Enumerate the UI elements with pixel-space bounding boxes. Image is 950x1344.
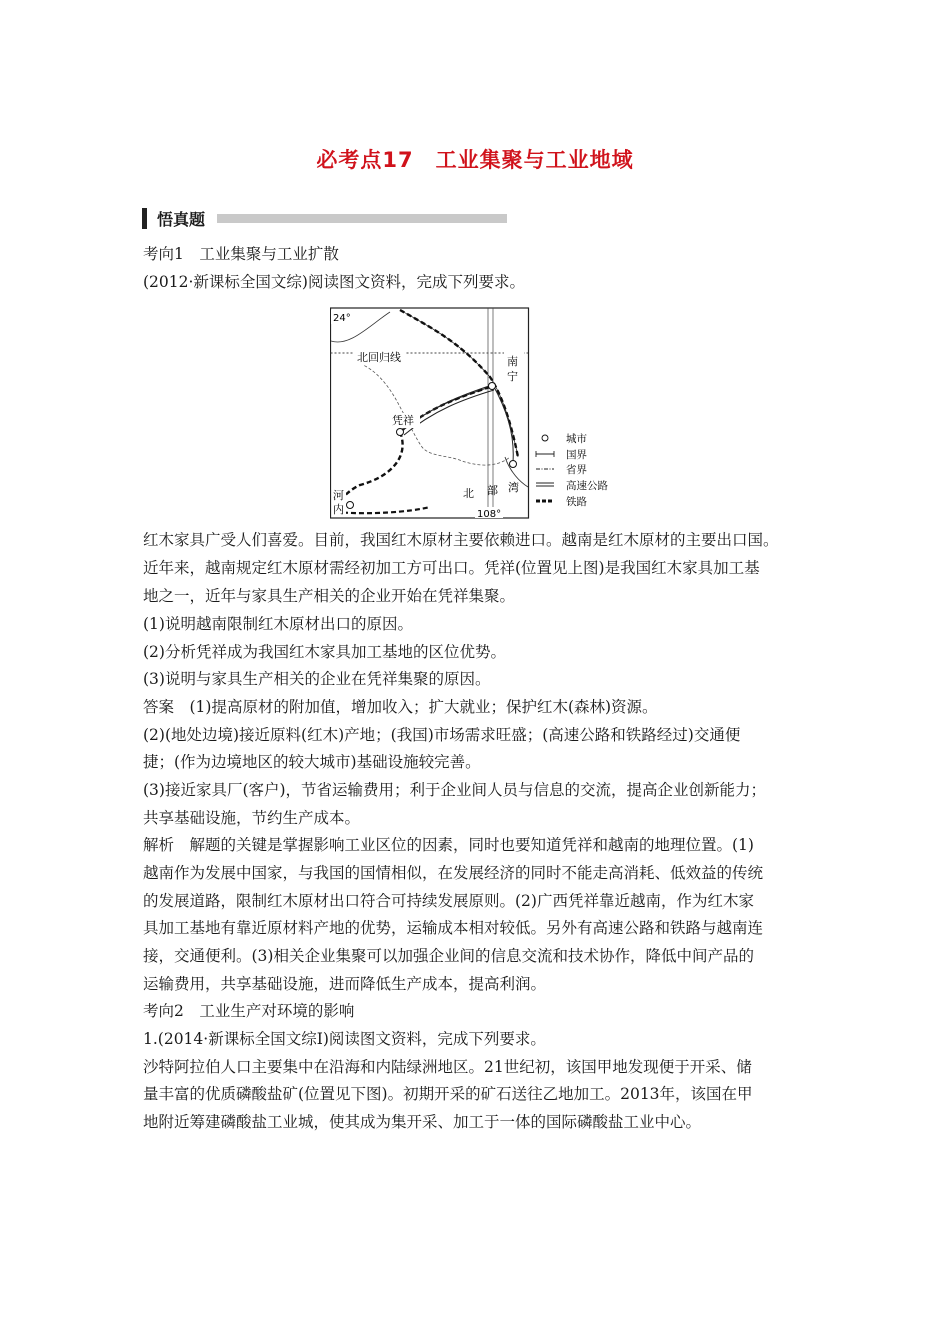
lat-label: 24° (333, 313, 351, 324)
question-source: (2012·新课标全国文综)阅读图文资料，完成下列要求。 (143, 273, 525, 291)
section-rule (217, 214, 507, 223)
lon-label: 108° (477, 509, 502, 520)
body-line: 红木家具广受人们喜爱。目前，我国红木原材主要依赖进口。越南是红木原材的主要出口国。 (143, 531, 779, 549)
gulf-label-2: 部 (487, 484, 498, 497)
question-item: (3)说明与家具生产相关的企业在凭祥集聚的原因。 (143, 670, 491, 688)
body-line: 地之一，近年与家具生产相关的企业开始在凭祥集聚。 (143, 587, 516, 605)
analysis-line: 具加工基地有靠近原材料产地的优势，运输成本相对较低。另外有高速公路和铁路与越南连 (143, 919, 764, 937)
question-item: (2)分析凭祥成为我国红木家具加工基地的区位优势。 (143, 643, 506, 661)
city-marker-hanoi (347, 502, 354, 509)
hanoi-label-2: 内 (333, 503, 344, 516)
body-line: 量丰富的优质磷酸盐矿(位置见下图)。初期开采的矿石送往乙地加工。2013年，该国在甲 (143, 1085, 753, 1103)
tropic-label: 北回归线 (357, 351, 401, 364)
topic-heading: 考向1 工业集聚与工业扩散 (143, 245, 339, 263)
legend-province-border: 省界 (566, 464, 587, 476)
answer-line: 共享基础设施，节约生产成本。 (143, 809, 361, 827)
section-marker-bar (142, 208, 147, 229)
city-marker-beihai (510, 461, 517, 468)
pingxiang-label: 凭祥 (392, 414, 414, 427)
page-title: 必考点17 工业集聚与工业地域 (316, 148, 634, 172)
analysis-line: 的发展道路，限制红木原材出口符合可持续发展原则。(2)广西凭祥靠近越南，作为红木家 (143, 892, 754, 910)
body-line: 近年来，越南规定红木原材需经初加工方可出口。凭祥(位置见上图)是我国红木家具加工基 (143, 559, 760, 577)
analysis-line: 越南作为发展中国家，与我国的国情相似，在发展经济的同时不能走高消耗、低效益的传统 (143, 864, 764, 882)
section-title: 悟真题 (157, 209, 206, 229)
section-header (142, 206, 507, 230)
legend-expressway: 高速公路 (566, 480, 608, 492)
city-marker-pingxiang (397, 429, 404, 436)
answer-line: 答案 (1)提高原材的附加值，增加收入；扩大就业；保护红木(森林)资源。 (143, 698, 658, 716)
answer-line: (2)(地处边境)接近原料(红木)产地；(我国)市场需求旺盛；(高速公路和铁路经过)交通便 (143, 726, 741, 744)
topic-heading: 考向2 工业生产对环境的影响 (143, 1002, 355, 1020)
analysis-line: 运输费用，共享基础设施，进而降低生产成本，提高利润。 (143, 975, 547, 993)
legend-city-symbol (542, 435, 548, 441)
question-source: 1.(2014·新课标全国文综Ⅰ)阅读图文资料，完成下列要求。 (143, 1030, 546, 1048)
nanning-label-2: 宁 (507, 370, 518, 383)
hanoi-label-1: 河 (333, 489, 344, 502)
analysis-line: 解析 解题的关键是掌握影响工业区位的因素，同时也要知道凭祥和越南的地理位置。(1) (143, 836, 754, 854)
question-item: (1)说明越南限制红木原材出口的原因。 (143, 615, 413, 633)
legend-railway: 铁路 (566, 496, 587, 508)
gulf-label-1: 北 (463, 487, 474, 500)
nanning-label-1: 南 (507, 355, 518, 368)
guangxi-vietnam-map (330, 307, 620, 521)
answer-line: 捷；(作为边境地区的较大城市)基础设施较完善。 (143, 753, 481, 771)
body-line: 沙特阿拉伯人口主要集中在沿海和内陆绿洲地区。21世纪初，该国甲地发现便于开采、储 (143, 1058, 752, 1076)
city-marker-nanning (489, 383, 496, 390)
legend-national-border: 国界 (566, 449, 587, 461)
body-line: 地附近筹建磷酸盐工业城，使其成为集开采、加工于一体的国际磷酸盐工业中心。 (143, 1113, 702, 1131)
legend-city: 城市 (566, 433, 587, 445)
answer-line: (3)接近家具厂(客户)，节省运输费用；利于企业间人员与信息的交流，提高企业创新能力； (143, 781, 767, 799)
gulf-label-3: 湾 (508, 481, 519, 494)
analysis-line: 接，交通便利。(3)相关企业集聚可以加强企业间的信息交流和技术协作，降低中间产品的 (143, 947, 754, 965)
